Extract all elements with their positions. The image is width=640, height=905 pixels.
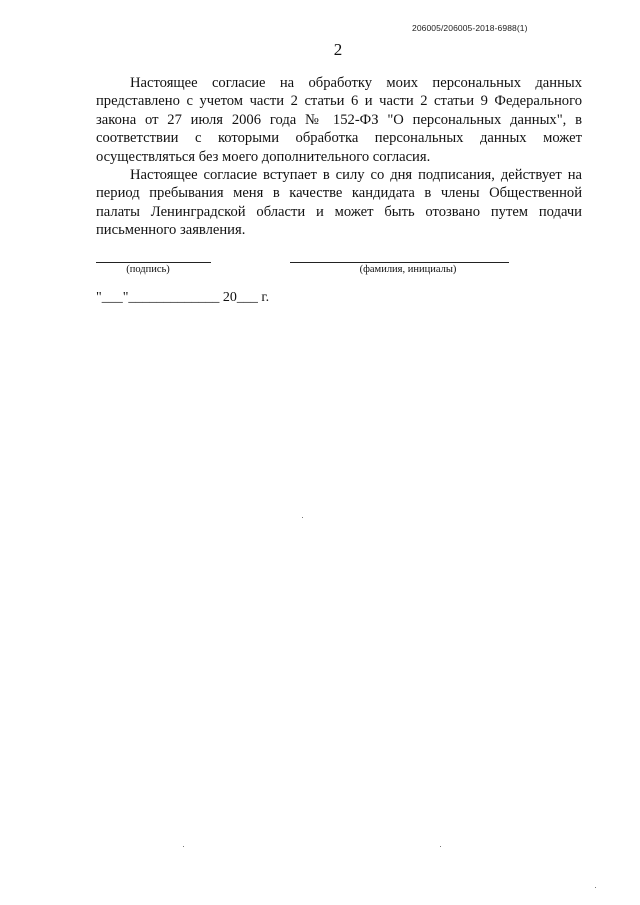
scan-artifact bbox=[302, 517, 303, 518]
paragraph-legal-basis: Настоящее согласие на обработку моих персональных данных представлено с учетом части 2 статьи 6 и части 2 статьи 9 Федерального закона от 27 июля 2006 года № 152-ФЗ "О персональных данных", в соответствии с которыми обработка персональных данных может осуществляться без моего дополнительного согласия. bbox=[96, 75, 582, 165]
scan-artifact bbox=[595, 887, 596, 888]
signature-line bbox=[96, 262, 211, 263]
signature-label: (подпись) bbox=[126, 264, 170, 275]
name-label: (фамилия, инициалы) bbox=[359, 264, 457, 275]
document-id: 206005/206005-2018-6988(1) bbox=[412, 23, 528, 33]
consent-text bbox=[96, 74, 582, 240]
page-number: 2 bbox=[333, 40, 343, 59]
paragraph-validity: Настоящее согласие вступает в силу со дня подписания, действует на период пребывания меня в качестве кандидата в члены Общественной палаты Ленинградской области и может быть отозвано путем подачи письменного заявления. bbox=[96, 167, 582, 239]
scan-artifact bbox=[183, 846, 184, 847]
scan-artifact bbox=[440, 846, 441, 847]
name-line bbox=[290, 262, 509, 263]
date-line: "___"_____________ 20___ г. bbox=[96, 290, 270, 305]
